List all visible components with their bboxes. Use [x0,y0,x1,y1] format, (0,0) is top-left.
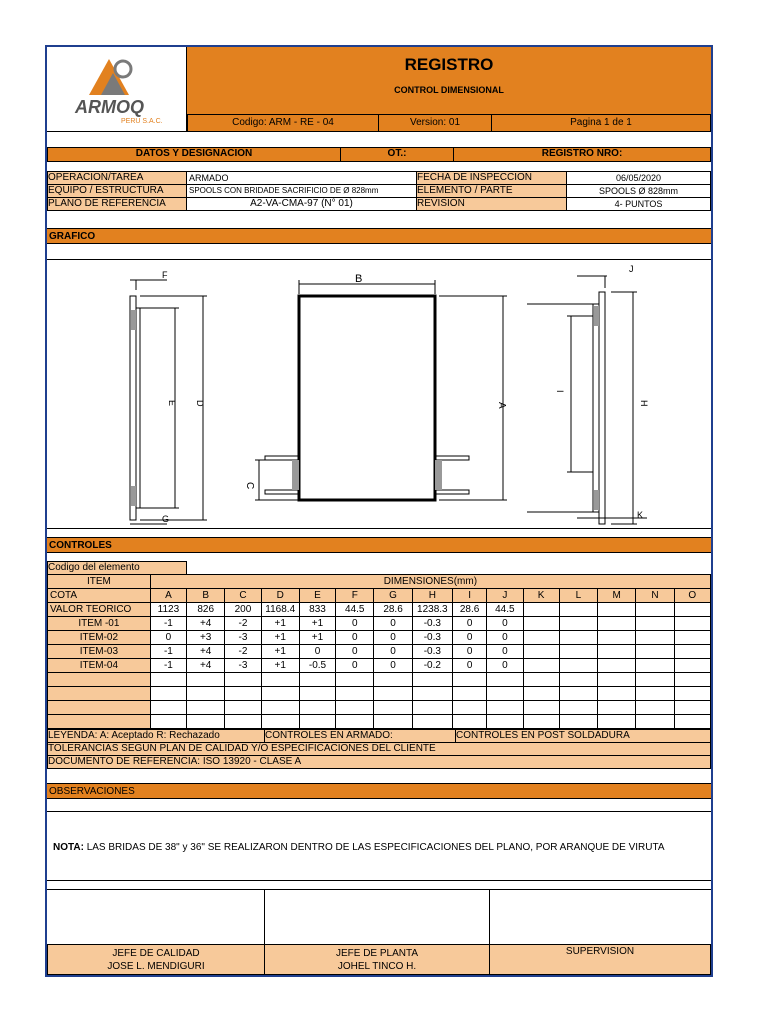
label-h: H [639,400,649,407]
table-cell[interactable] [598,687,636,701]
table-cell[interactable] [598,631,636,645]
column-header: C [225,589,261,603]
logo-text: ARMOQ [75,97,144,117]
table-cell[interactable] [523,631,559,645]
table-cell[interactable]: 0 [452,617,486,631]
fecha-label: FECHA DE INSPECCION [416,171,567,185]
spool-right-flange-bottom [435,490,469,494]
firma-calidad-name: JOSE L. MENDIGURI [107,961,205,972]
table-cell[interactable]: 0 [487,659,523,673]
page-title: REGISTRO [404,55,494,74]
grafico-title: GRAFICO [47,228,711,244]
table-cell[interactable] [187,687,225,701]
table-cell[interactable]: 0 [374,617,412,631]
table-cell[interactable] [412,701,452,715]
logo [47,47,187,132]
table-cell[interactable]: +1 [261,645,299,659]
table-cell[interactable] [636,631,674,645]
table-cell[interactable] [225,673,261,687]
row-name: VALOR TEORICO [48,603,151,617]
table-cell[interactable] [523,603,559,617]
column-header: J [487,589,523,603]
table-cell[interactable]: 826 [187,603,225,617]
table-cell[interactable] [559,645,597,659]
table-cell[interactable] [452,673,486,687]
label-b: B [355,273,363,285]
row-name [48,673,151,687]
table-row [48,603,711,617]
technical-drawing [47,260,711,530]
leyenda: LEYENDA: A: Aceptado R: Rechazado [47,729,265,743]
controles-post: CONTROLES EN POST SOLDADURA [455,729,711,743]
table-row [48,673,711,687]
table-header-row-item [48,575,711,589]
table-cell[interactable] [523,617,559,631]
table-cell[interactable] [636,701,674,715]
row-name [48,701,151,715]
column-header: I [452,589,486,603]
table-cell[interactable]: 28.6 [452,603,486,617]
table-cell[interactable]: +4 [187,645,225,659]
table-cell[interactable] [598,617,636,631]
table-cell[interactable]: -1 [150,659,186,673]
table-cell[interactable]: 44.5 [336,603,374,617]
operacion-value: ARMADO [186,171,417,185]
table-cell[interactable]: -0.3 [412,645,452,659]
table-cell[interactable]: 0 [336,617,374,631]
drawing-area [47,259,711,529]
table-cell[interactable]: 28.6 [374,603,412,617]
table-cell[interactable]: 0 [374,645,412,659]
table-cell[interactable] [187,701,225,715]
table-cell[interactable] [299,715,335,729]
column-header: L [559,589,597,603]
table-cell[interactable] [225,715,261,729]
row-name: ITEM-04 [48,659,151,673]
label-f: F [162,270,168,280]
table-cell[interactable]: 0 [374,631,412,645]
table-cell[interactable]: -3 [225,659,261,673]
table-cell[interactable] [261,701,299,715]
column-header: D [261,589,299,603]
right-flange-plate [599,292,605,524]
label-e: E [167,400,177,407]
table-cell[interactable] [150,687,186,701]
table-cell[interactable] [452,715,486,729]
table-cell[interactable] [674,631,710,645]
table-cell[interactable] [559,715,597,729]
table-row [48,631,711,645]
table-cell[interactable] [452,687,486,701]
firma-calidad [47,944,265,975]
signature-box-planta [264,889,490,945]
table-cell[interactable] [412,687,452,701]
table-cell[interactable] [336,701,374,715]
table-cell[interactable]: -0.3 [412,631,452,645]
table-cell[interactable] [559,659,597,673]
spool-left-flange-top [265,456,299,460]
firma-planta-name: JOHEL TINCO H. [337,961,417,972]
table-cell[interactable]: -1 [150,617,186,631]
table-cell[interactable]: -0.2 [412,659,452,673]
firma-planta-role: JEFE DE PLANTA [335,948,419,959]
label-j: J [629,264,634,274]
table-cell[interactable] [674,715,710,729]
table-cell[interactable] [674,617,710,631]
table-header-row-cota [48,589,711,603]
page-subtitle: CONTROL DIMENSIONAL [394,85,504,95]
table-cell[interactable] [636,659,674,673]
firma-planta [264,944,490,975]
nota-label: NOTA: [53,842,84,853]
firma-supervision-role: SUPERVISION [565,946,635,957]
column-header: E [299,589,335,603]
table-cell[interactable] [636,645,674,659]
table-cell[interactable] [523,659,559,673]
table-cell[interactable]: 0 [452,645,486,659]
observaciones-title: OBSERVACIONES [47,783,711,799]
datos-title: DATOS Y DESIGNACION [47,147,341,162]
column-header: B [187,589,225,603]
controles-title: CONTROLES [47,537,711,553]
table-cell[interactable] [150,673,186,687]
pagina-cell: Pagina 1 de 1 [491,114,711,132]
left-flange-body [136,308,140,508]
table-cell[interactable]: -0.3 [412,617,452,631]
table-cell[interactable]: 44.5 [487,603,523,617]
table-cell[interactable]: 0 [487,645,523,659]
label-g: G [162,514,170,524]
table-row [48,645,711,659]
table-cell[interactable] [559,617,597,631]
table-cell[interactable]: +1 [261,617,299,631]
table-cell[interactable] [559,603,597,617]
signature-box-calidad [47,889,265,945]
table-row [48,715,711,729]
table-cell[interactable]: +1 [261,659,299,673]
table-cell[interactable] [150,715,186,729]
revision-value: 4- PUNTOS [566,197,711,211]
table-cell[interactable] [374,715,412,729]
table-cell[interactable] [523,673,559,687]
documento-referencia: DOCUMENTO DE REFERENCIA: ISO 13920 - CLASE A [47,755,711,769]
label-a: A [496,402,507,409]
table-cell[interactable]: 0 [336,645,374,659]
table-cell[interactable] [225,687,261,701]
table-cell[interactable]: 0 [452,631,486,645]
tolerancias: TOLERANCIAS SEGUN PLAN DE CALIDAD Y/O ESPECIFICACIONES DEL CLIENTE [47,742,711,756]
table-cell[interactable] [598,701,636,715]
spool-right-weld [435,460,442,490]
right-flange-body [593,304,599,512]
table-cell[interactable]: 833 [299,603,335,617]
table-cell[interactable]: 200 [225,603,261,617]
elemento-label: ELEMENTO / PARTE [416,184,567,198]
table-cell[interactable] [299,701,335,715]
plano-label: PLANO DE REFERENCIA [47,197,187,211]
nota-text: LAS BRIDAS DE 38" y 36" SE REALIZARON DENTRO DE LAS ESPECIFICACIONES DEL PLANO, POR ARANQUE DE VIRUTA [83,842,665,853]
table-cell[interactable]: -2 [225,645,261,659]
table-cell[interactable] [487,701,523,715]
ot-label: OT.: [340,147,454,162]
table-cell[interactable]: +1 [261,631,299,645]
revision-label: REVISION [416,197,567,211]
column-header: N [636,589,674,603]
spool-body [299,296,435,500]
table-cell[interactable]: +4 [187,659,225,673]
table-cell[interactable] [299,687,335,701]
table-row [48,617,711,631]
spool-left-weld [292,460,299,490]
table-cell[interactable] [559,701,597,715]
table-cell[interactable] [374,701,412,715]
table-cell[interactable] [598,659,636,673]
table-cell[interactable] [336,687,374,701]
table-cell[interactable] [636,687,674,701]
table-cell[interactable]: +1 [299,631,335,645]
table-cell[interactable] [261,687,299,701]
table-cell[interactable]: 1238.3 [412,603,452,617]
table-cell[interactable] [487,687,523,701]
table-cell[interactable] [336,673,374,687]
elemento-value: SPOOLS Ø 828mm [566,184,711,198]
table-cell[interactable] [674,673,710,687]
equipo-value: SPOOLS CON BRIDADE SACRIFICIO DE Ø 828mm [186,184,417,198]
table-cell[interactable]: 0 [487,617,523,631]
table-cell[interactable] [523,687,559,701]
table-cell[interactable] [261,673,299,687]
table-cell[interactable] [598,715,636,729]
table-cell[interactable] [452,701,486,715]
right-flange-weld-top [594,306,599,326]
table-cell[interactable] [412,673,452,687]
table-cell[interactable]: 0 [150,631,186,645]
table-cell[interactable] [487,715,523,729]
table-cell[interactable] [674,603,710,617]
column-header: M [598,589,636,603]
table-cell[interactable]: 0 [487,631,523,645]
table-cell[interactable]: 0 [299,645,335,659]
table-cell[interactable] [559,673,597,687]
table-cell[interactable] [598,603,636,617]
signature-box-supervision [489,889,711,945]
table-cell[interactable] [487,673,523,687]
registro-label: REGISTRO NRO: [453,147,711,162]
cota-header: COTA [48,589,151,603]
table-cell[interactable] [187,673,225,687]
table-cell[interactable] [559,631,597,645]
table-cell[interactable] [412,715,452,729]
equipo-label: EQUIPO / ESTRUCTURA [47,184,187,198]
table-cell[interactable]: 1123 [150,603,186,617]
row-name: ITEM-02 [48,631,151,645]
firma-supervision [489,944,711,975]
table-cell[interactable] [598,645,636,659]
column-header: H [412,589,452,603]
label-k: K [637,510,644,520]
row-name: ITEM-03 [48,645,151,659]
table-cell[interactable] [374,687,412,701]
table-cell[interactable] [523,645,559,659]
column-header: F [336,589,374,603]
table-row [48,687,711,701]
dimensiones-header: DIMENSIONES(mm) [150,575,710,589]
table-cell[interactable]: +1 [299,617,335,631]
table-cell[interactable]: +4 [187,617,225,631]
row-name: ITEM -01 [48,617,151,631]
table-cell[interactable]: 1168.4 [261,603,299,617]
codigo-cell: Codigo: ARM - RE - 04 [187,114,379,132]
table-cell[interactable] [187,715,225,729]
table-cell[interactable]: +3 [187,631,225,645]
table-cell[interactable] [636,617,674,631]
table-cell[interactable] [523,701,559,715]
table-cell[interactable] [636,715,674,729]
table-cell[interactable]: 0 [374,659,412,673]
firma-calidad-role: JEFE DE CALIDAD [112,948,200,959]
column-header: G [374,589,412,603]
table-cell[interactable]: 0 [336,659,374,673]
controles-armado: CONTROLES EN ARMADO: [264,729,456,743]
table-cell[interactable]: -3 [225,631,261,645]
table-cell[interactable] [636,603,674,617]
logo-sub: PERU S.A.C. [121,118,163,125]
fecha-value: 06/05/2020 [566,171,711,185]
table-cell[interactable] [374,673,412,687]
spool-left-flange-bottom [265,490,299,494]
nota-block [47,811,711,881]
spool-right-flange-top [435,456,469,460]
left-flange-weld-bottom [131,486,136,506]
codigo-elemento-label: Codigo del elemento [47,561,187,575]
controls-table [47,574,711,743]
left-flange-weld-top [131,310,136,330]
label-i: I [555,390,565,393]
table-cell[interactable] [261,715,299,729]
table-cell[interactable]: -0.5 [299,659,335,673]
table-cell[interactable] [636,673,674,687]
header-title-block [187,47,711,115]
column-header: A [150,589,186,603]
table-row [48,659,711,673]
table-cell[interactable] [674,687,710,701]
item-header: ITEM [48,575,151,589]
table-cell[interactable]: 0 [452,659,486,673]
label-c: C [244,482,255,490]
table-cell[interactable]: -2 [225,617,261,631]
table-cell[interactable] [559,687,597,701]
plano-value: A2-VA-CMA-97 (N° 01) [186,197,417,211]
table-cell[interactable] [225,701,261,715]
table-cell[interactable] [523,715,559,729]
inspection-sheet [45,45,713,977]
logo-icon [47,47,187,132]
table-cell[interactable] [150,701,186,715]
label-d: D [195,400,205,407]
table-cell[interactable]: -1 [150,645,186,659]
column-header: O [674,589,710,603]
table-cell[interactable] [336,715,374,729]
operacion-label: OPERACION/TAREA [47,171,187,185]
table-cell[interactable]: 0 [336,631,374,645]
table-cell[interactable] [299,673,335,687]
right-flange-weld-bottom [594,490,599,510]
table-cell[interactable] [674,659,710,673]
row-name [48,715,151,729]
table-cell[interactable] [598,673,636,687]
row-name [48,687,151,701]
table-row [48,701,711,715]
column-header: K [523,589,559,603]
version-cell: Version: 01 [378,114,492,132]
table-cell[interactable] [674,701,710,715]
table-cell[interactable] [674,645,710,659]
